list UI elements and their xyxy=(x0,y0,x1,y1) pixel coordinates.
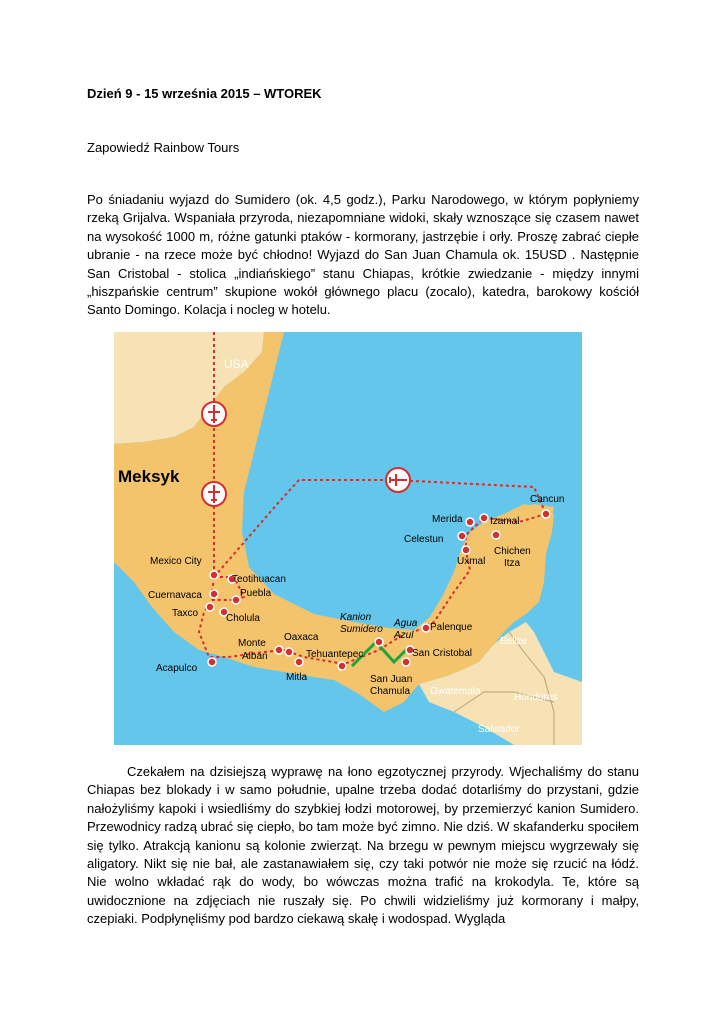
label-san-cristobal: San Cristobal xyxy=(412,648,473,659)
label-monte: Monte xyxy=(238,638,266,649)
plane-icon xyxy=(202,402,226,426)
paragraph-itinerary: Po śniadaniu wyjazd do Sumidero (ok. 4,5 godz.), Parku Narodowego, w którym popłyniemy rzeką Grijalva. Wspaniała przyroda, niezapomniane widoki, skały wznoszące się czasem nawet na wysokość 1000 m, różne gatunki ptaków - kormorany, jastrzębie i orły. Proszę zabrać ciepłe ubranie - na rzece może być chłodno! Wyjazd do San Juan Chamula ok. 15USD . Następnie San Cristobal - stolica „indiańskiego” stanu Chiapas, krótkie zwiedzanie - między innymi „hiszpańskie centrum” skupione wokół głównego placu (zocalo), katedra, barokowy kościół Santo Domingo. Kolacja i nocleg w hotelu. xyxy=(87,192,639,318)
label-mexico: Meksyk xyxy=(118,467,180,486)
label-agua: Agua xyxy=(394,618,418,629)
label-kanion: Kanion xyxy=(340,612,372,623)
label-chamula: Chamula xyxy=(370,686,411,697)
label-oaxaca: Oaxaca xyxy=(284,632,319,643)
label-gwatemala: Gwatemala xyxy=(430,686,481,697)
label-cancun: Cancun xyxy=(530,494,565,505)
label-celestun: Celestun xyxy=(404,534,444,545)
label-san-juan: San Juan xyxy=(370,674,413,685)
paragraph-narrative: Czekałem na dzisiejszą wyprawę na łono egzotycznej przyrody. Wjechaliśmy do stanu Chiapas bez blokady i w samo południe, upalne trzeba dodać dotarliśmy do przystani, gdzie nałożyliśmy kapoki i wsiedliśmy do szybkiej łodzi motorowej, by przemierzyć kanion Sumidero. Przewodnicy radzą ubrać się ciepło, bo tam może być zimno. Nie dziś. W skafanderku spociłem się tylko. Atrakcją kanionu są kolonie zwierząt. Na brzegu w pewnym miejscu wygrzewały się aligatory. Nikt się nie bał, ale zastanawiałem się, czy taki potwór nie może się rzucić na łódź. Nie wolno wkładać rąk do wody, bo wówczas można trafić na krokodyla. Te, które są uwidocznione na zdjęciach nie ruszały się. Po chwili widzieliśmy już kormorany i małpy, czepiaki. Podpłynęliśmy pod bardzo ciekawą skałę i wodospad. Wygląda xyxy=(87,764,639,927)
label-salwador: Salwador xyxy=(478,724,520,735)
label-alban: Alban xyxy=(242,651,268,662)
plane-icon xyxy=(386,468,410,492)
label-taxco: Taxco xyxy=(172,608,199,619)
label-honduras: Honduras xyxy=(514,692,558,703)
label-sumidero: Sumidero xyxy=(340,624,383,635)
label-uxmal: Uxmal xyxy=(457,556,486,567)
label-puebla: Puebla xyxy=(240,588,272,599)
label-mexico-city: Mexico City xyxy=(150,556,202,567)
label-belize: Belize xyxy=(500,636,528,647)
label-merida: Merida xyxy=(432,514,463,525)
label-cholula: Cholula xyxy=(226,613,260,624)
label-usa: USA xyxy=(224,357,249,371)
route-map xyxy=(114,332,582,745)
label-azul: Azul xyxy=(394,630,414,641)
plane-icon xyxy=(202,482,226,506)
label-palenque: Palenque xyxy=(430,622,473,633)
label-mitla: Mitla xyxy=(286,672,308,683)
label-izamal: Izamal xyxy=(490,516,520,527)
subheading: Zapowiedź Rainbow Tours xyxy=(87,140,240,155)
label-cuernavaca: Cuernavaca xyxy=(148,590,202,601)
label-acapulco: Acapulco xyxy=(156,663,198,674)
label-tehuantepec: Tehuantepec xyxy=(306,649,364,660)
day-heading: Dzień 9 - 15 września 2015 – WTOREK xyxy=(87,86,322,101)
label-teotihuacan: Teotihuacan xyxy=(232,574,286,585)
label-itza: Itza xyxy=(504,558,521,569)
label-chichen: Chichen xyxy=(494,546,531,557)
